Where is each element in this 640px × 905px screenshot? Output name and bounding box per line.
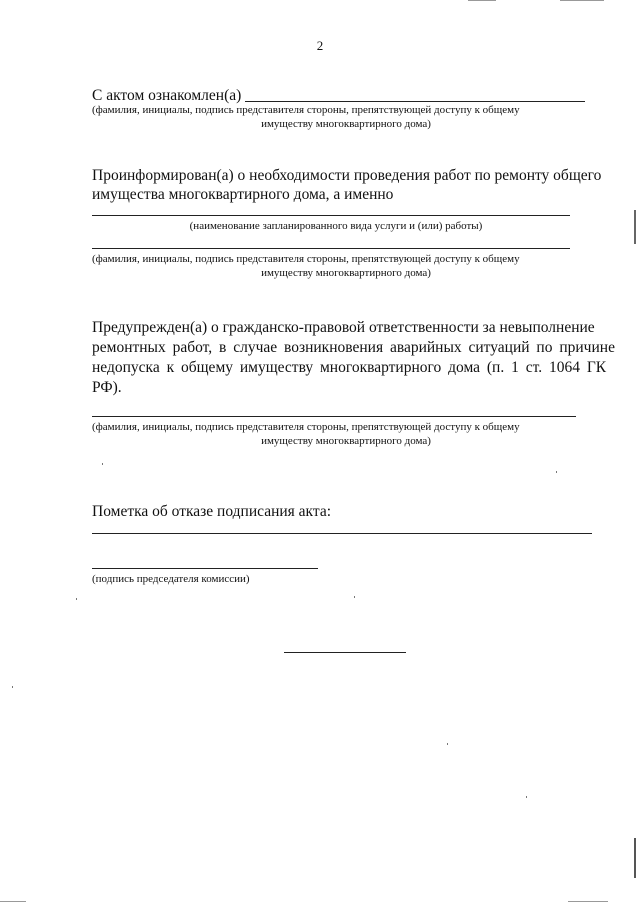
scan-artifact-bottom-right bbox=[568, 901, 608, 902]
acquainted-caption-line1: (фамилия, инициалы, подпись представителя стороны, препятствующей доступу к общему bbox=[92, 104, 520, 116]
warned-text-line4: РФ). bbox=[92, 379, 122, 396]
refusal-label: Пометка об отказе подписания акта: bbox=[92, 503, 332, 520]
refusal-note-line bbox=[92, 533, 592, 534]
informed-text-line1: Проинформирован(а) о необходимости проведения работ по ремонту общего bbox=[92, 167, 602, 184]
scan-speck bbox=[526, 796, 527, 798]
acquainted-label: С актом ознакомлен(а) bbox=[92, 87, 242, 104]
informed-caption-line1: (фамилия, инициалы, подпись представителя стороны, препятствующей доступу к общему bbox=[92, 253, 520, 265]
warned-text-line3: недопуска к общему имуществу многоквартирного дома (п. 1 ст. 1064 ГК bbox=[92, 359, 607, 376]
scan-speck bbox=[102, 463, 103, 465]
scan-edge-mark-bottom bbox=[634, 838, 636, 878]
chairman-signature-caption: (подпись председателя комиссии) bbox=[92, 573, 250, 585]
scan-artifact-bottom-left bbox=[0, 901, 26, 902]
informed-signature-line bbox=[92, 248, 570, 249]
service-name-caption: (наименование запланированного вида услуги и (или) работы) bbox=[189, 220, 483, 232]
scan-artifact-top bbox=[468, 0, 496, 1]
scan-speck bbox=[447, 743, 448, 745]
closing-rule bbox=[284, 652, 406, 653]
warned-caption-line2: имуществу многоквартирного дома) bbox=[261, 435, 431, 447]
warned-text-line1: Предупрежден(а) о гражданско-правовой ответственности за невыполнение bbox=[92, 319, 595, 336]
informed-text-line2: имущества многоквартирного дома, а именно bbox=[92, 186, 394, 203]
acquainted-signature-line bbox=[245, 101, 585, 102]
warned-text-line2: ремонтных работ, в случае возникновения аварийных ситуаций по причине bbox=[92, 339, 615, 356]
scan-speck bbox=[354, 596, 355, 598]
scan-edge-mark bbox=[634, 210, 636, 244]
scan-speck bbox=[12, 686, 13, 688]
informed-caption-line2: имуществу многоквартирного дома) bbox=[261, 267, 431, 279]
service-name-line bbox=[92, 215, 570, 216]
warned-caption-line1: (фамилия, инициалы, подпись представителя стороны, препятствующей доступу к общему bbox=[92, 421, 520, 433]
chairman-signature-line bbox=[92, 568, 318, 569]
scan-speck bbox=[556, 471, 557, 473]
scan-artifact-top-right bbox=[560, 0, 604, 1]
page-number: 2 bbox=[316, 38, 324, 53]
warned-signature-line bbox=[92, 416, 576, 417]
acquainted-caption-line2: имуществу многоквартирного дома) bbox=[261, 118, 431, 130]
scan-speck bbox=[76, 598, 77, 600]
